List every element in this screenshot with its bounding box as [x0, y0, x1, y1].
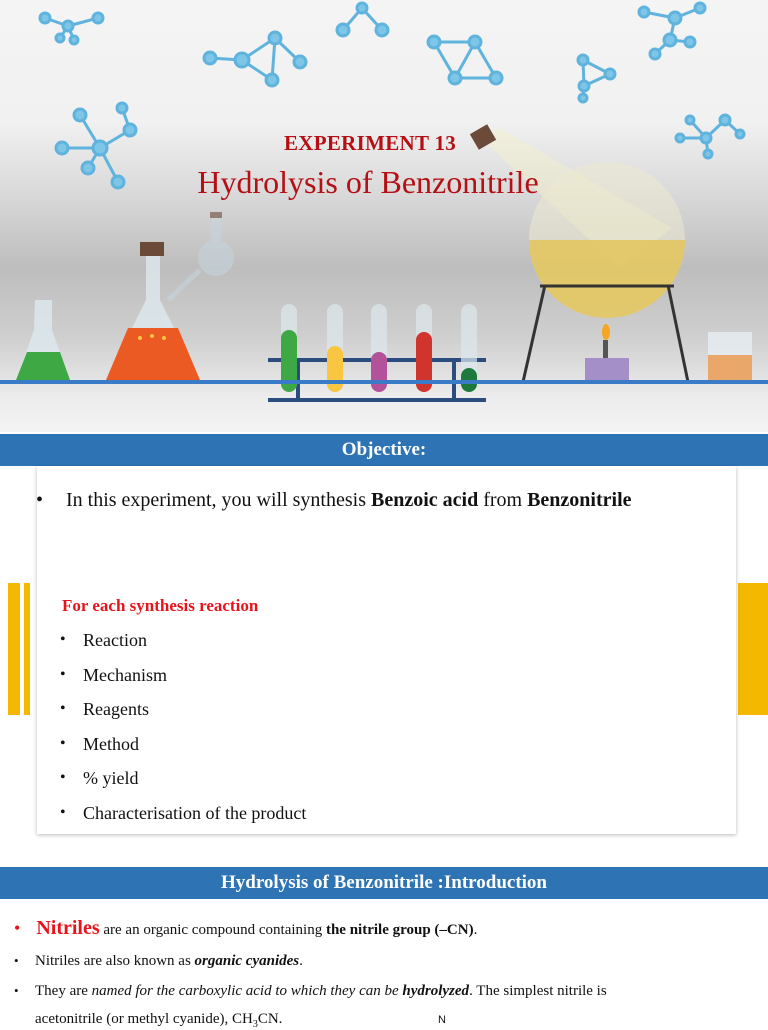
bullet: •	[14, 953, 19, 968]
page-title: Hydrolysis of Benzonitrile	[197, 164, 539, 200]
introduction-heading: Hydrolysis of Benzonitrile :Introduction	[0, 867, 768, 899]
lab-illustration	[0, 0, 768, 432]
nitriles-term: Nitriles	[36, 917, 100, 939]
list-item: • % yield	[60, 767, 306, 802]
bullet: •	[36, 489, 44, 511]
list-item: • Reaction	[60, 629, 306, 664]
product-name: Benzoic acid	[370, 489, 479, 511]
structure-label: N	[438, 1014, 446, 1026]
accent-bar-right	[738, 583, 768, 715]
table-line	[0, 380, 768, 384]
synthesis-heading: For each synthesis reaction	[62, 596, 259, 615]
list-item: • Characterisation of the product	[60, 802, 306, 837]
accent-bar-left	[8, 583, 20, 715]
bullet: •	[14, 983, 19, 998]
intro-paragraph-3: • They are named for the carboxylic acid to which they can be hydrolyzed. The simplest nitrile is	[14, 983, 607, 999]
list-item: • Method	[60, 733, 306, 768]
list-item: • Reagents	[60, 698, 306, 733]
bullet: •	[14, 918, 21, 938]
title-banner	[0, 0, 768, 432]
green-flask-icon	[16, 300, 70, 380]
molecule-graphics	[40, 3, 744, 188]
intro-paragraph-1: • Nitriles are an organic compound containing the nitrile group (–CN).	[14, 917, 478, 939]
distillation-flask-icon	[168, 212, 234, 300]
objective-text-mid: from	[478, 489, 528, 511]
objective-text: In this experiment, you will synthesis	[66, 489, 371, 511]
test-tube-rack-icon	[268, 304, 486, 402]
intro-paragraph-2: • Nitriles are also known as organic cyanides.	[14, 953, 303, 969]
synthesis-requirements-list	[60, 629, 306, 836]
experiment-label: EXPERIMENT 13	[283, 131, 457, 155]
erlenmeyer-flask-icon	[106, 242, 200, 380]
list-item: • Mechanism	[60, 664, 306, 699]
intro-paragraph-3-continued: acetonitrile (or methyl cyanide), $CH_3CN$.	[35, 1011, 283, 1030]
objective-heading: Objective:	[0, 434, 768, 466]
burner-icon	[585, 324, 629, 384]
beaker-icon	[708, 332, 752, 384]
reactant-name: Benzonitrile	[527, 489, 632, 511]
accent-bar-left-thin	[24, 583, 30, 715]
